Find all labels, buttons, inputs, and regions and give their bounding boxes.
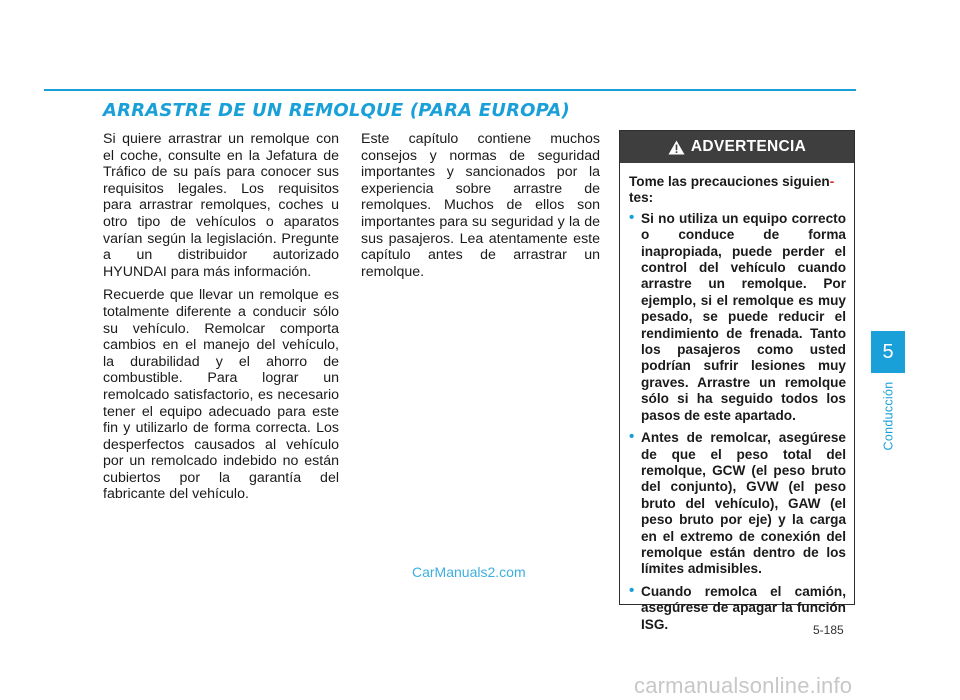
watermark-center: CarManuals2.com <box>412 564 526 580</box>
warning-body <box>620 163 854 633</box>
warning-item <box>629 430 846 578</box>
top-rule <box>44 89 856 91</box>
warning-item-text: Cuando remolca el camión, asegúrese de apagar la función ISG. <box>641 583 846 632</box>
text-column-2 <box>361 131 600 287</box>
chapter-tab: 5 <box>871 331 905 373</box>
warning-intro-text: Tome las precauciones siguien <box>629 174 830 189</box>
warning-header <box>620 131 854 163</box>
warning-triangle-icon <box>668 140 685 155</box>
warning-heading: ADVERTENCIA <box>690 138 807 155</box>
section-title: ARRASTRE DE UN REMOLQUE (PARA EUROPA) <box>103 100 570 121</box>
paragraph: Este capítulo contiene muchos consejos y normas de seguridad importantes y sancionados por la experiencia sobre arrastre de remolques. Muchos de ellos son importantes para su seguridad y la de sus pasajeros. Lea atentamente este capítulo antes de arrastrar un remolque. <box>361 131 600 280</box>
bullet-icon: • <box>629 208 635 226</box>
warning-intro <box>629 174 846 207</box>
warning-item-text: Antes de remolcar, asegúrese de que el peso total del remolque, GCW (el peso bruto del conjunto), GVW (el peso bruto del vehículo), GAW (el peso bruto por eje) y la carga en el extremo de conexión del remolque están dentro de los límites admisibles. <box>641 430 846 577</box>
page-number: 5-185 <box>813 623 844 637</box>
watermark-footer: carmanualsonline.info <box>634 673 853 698</box>
text-column-1 <box>103 131 339 510</box>
chapter-label <box>877 378 899 454</box>
warning-list <box>629 208 846 633</box>
bullet-icon: • <box>629 428 635 446</box>
bullet-icon: • <box>629 581 635 599</box>
hyphen-mark: - <box>829 174 835 189</box>
warning-intro-text-end: tes: <box>629 190 654 206</box>
paragraph: Si quiere arrastrar un remolque con el coche, consulte en la Jefatura de Tráfico de su país para conocer sus requisitos legales. Los requisitos para arrastrar remolques, coches u otro tipo de vehículos o aparatos varían según la legislación. Pregunte a un distribuidor autorizado HYUNDAI para más información. <box>103 131 339 280</box>
warning-item-text: Si no utiliza un equipo correcto o conduce de forma inapropiada, puede perder el control del vehículo cuando arrastre un remolque. Por ejemplo, si el remolque es muy pesado, se puede reducir el rendimiento de frenada. Tanto los pasajeros como usted podrían sufrir lesiones muy graves. Arrastre un remolque sólo si ha seguido todos los pasos de este apartado. <box>641 210 846 423</box>
warning-item <box>629 208 846 424</box>
chapter-label-text: Conducción <box>881 381 896 451</box>
paragraph: Recuerde que llevar un remolque es totalmente diferente a conducir sólo su vehículo. Remolcar comporta cambios en el manejo del vehículo, la durabilidad y el ahorro de combustible. Para lograr un remolcado satisfactorio, es necesario tener el equipo adecuado para este fin y utilizarlo de forma correcta. Los desperfectos causados al vehículo por un remolcado indebido no están cubiertos por la garantía del fabricante del vehículo. <box>103 287 339 503</box>
